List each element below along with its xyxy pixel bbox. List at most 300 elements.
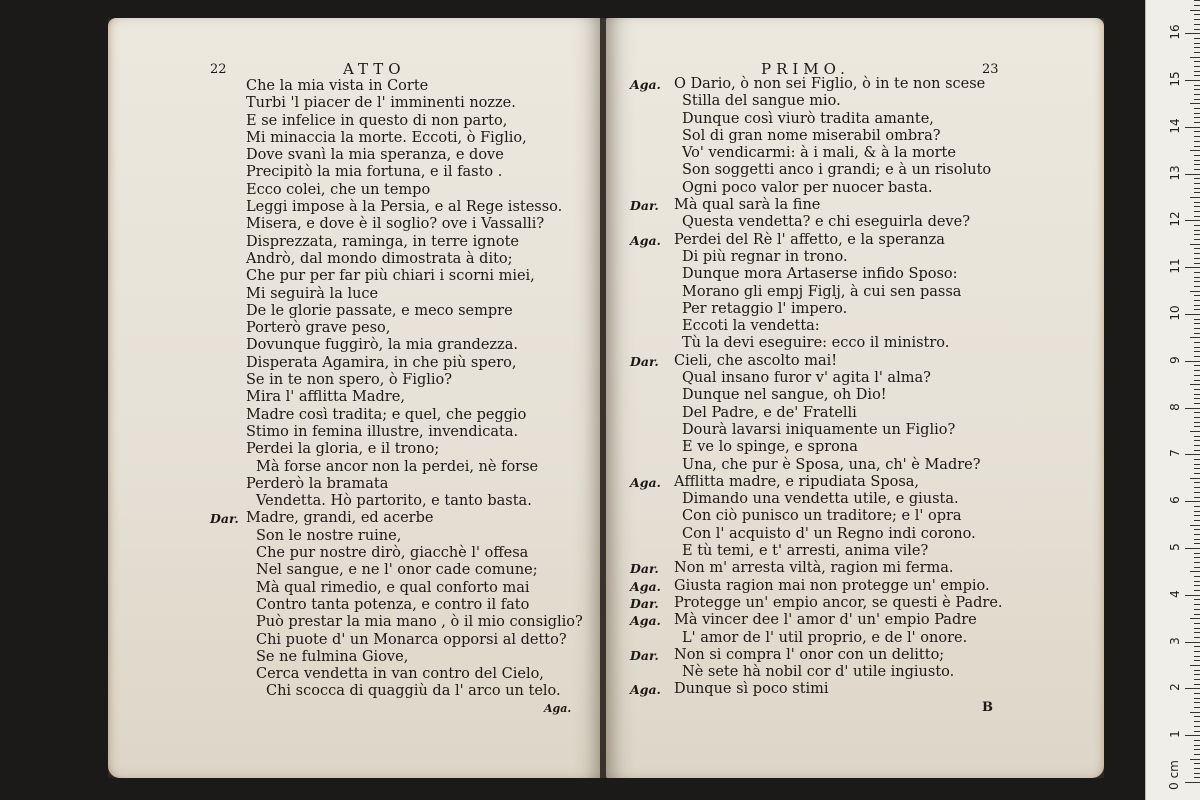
ruler-tick — [1194, 515, 1200, 516]
text-line — [606, 180, 1104, 197]
ruler-tick — [1194, 511, 1200, 512]
verse-text: Se ne fulmina Giove, — [256, 648, 409, 665]
ruler-tick — [1194, 300, 1200, 301]
ruler-number: 2 — [1168, 683, 1182, 692]
ruler-number: 10 — [1168, 305, 1182, 321]
ruler-tick — [1194, 319, 1200, 320]
verse-text: Mira l' afflitta Madre, — [246, 389, 405, 406]
ruler-tick — [1194, 731, 1200, 732]
ruler-tick — [1194, 614, 1200, 615]
ruler-number: 8 — [1168, 402, 1182, 411]
speaker-label: Aga. — [630, 77, 661, 92]
open-book — [108, 18, 1104, 778]
ruler-tick — [1194, 52, 1200, 53]
speaker-label: Aga. — [630, 474, 661, 490]
ruler-tick — [1194, 777, 1200, 778]
ruler-tick — [1194, 557, 1200, 558]
ruler-tick — [1194, 29, 1200, 30]
verse-text: Turbi 'l piacer de l' imminenti nozze. — [246, 95, 516, 112]
ruler-tick — [1194, 146, 1200, 147]
ruler-tick — [1194, 562, 1200, 563]
text-line — [108, 493, 602, 510]
text-line — [606, 284, 1104, 301]
verse-text: Dimando una vendetta utile, e giusta. — [682, 491, 959, 508]
verse-text: Stilla del sangue mio. — [682, 93, 841, 110]
ruler-number: 1 — [1168, 730, 1182, 739]
ruler-tick — [1194, 169, 1200, 170]
text-line — [606, 232, 1104, 249]
verse-text: Mà vincer dee l' amor d' un' empio Padre — [674, 612, 977, 629]
verse-text: Perdei la gloria, e il trono; — [246, 441, 440, 458]
ruler-tick — [1194, 651, 1200, 652]
ruler-tick — [1194, 702, 1200, 703]
verse-text: Cerca vendetta in van contro del Cielo, — [256, 666, 544, 683]
ruler-tick — [1194, 609, 1200, 610]
ruler-tick — [1194, 188, 1200, 189]
ruler-tick — [1194, 263, 1200, 264]
ruler-tick — [1194, 258, 1200, 259]
ruler-tick — [1190, 431, 1200, 432]
ruler-tick — [1194, 66, 1200, 67]
text-line — [606, 76, 1104, 93]
verse-text: Contro tanta potenza, e contro il fato — [256, 596, 530, 613]
text-line — [606, 145, 1104, 162]
ruler-tick — [1185, 782, 1200, 783]
ruler-tick — [1194, 436, 1200, 437]
measuring-ruler — [1145, 0, 1200, 800]
text-line — [108, 372, 602, 389]
verse-text: Chi scocca di quaggiù da l' arco un telo. — [266, 683, 561, 700]
text-line — [108, 389, 602, 406]
ruler-tick — [1194, 117, 1200, 118]
ruler-tick — [1194, 342, 1200, 343]
ruler-tick — [1194, 749, 1200, 750]
ruler-tick — [1194, 141, 1200, 142]
ruler-number: 5 — [1168, 543, 1182, 551]
ruler-tick — [1190, 337, 1200, 338]
text-line — [108, 355, 602, 372]
ruler-number: 12 — [1168, 211, 1182, 228]
ruler-tick — [1194, 202, 1200, 203]
verse-text: Precipitò la mia fortuna, e il fasto . — [246, 164, 503, 181]
verse-text: Nè sete hà nobil cor d' utile ingiusto. — [682, 664, 955, 681]
ruler-tick — [1185, 408, 1200, 409]
verse-text: Protegge un' empio ancor, se questi è Padre. — [674, 594, 1003, 611]
left-running-head: ATTO — [343, 60, 406, 78]
ruler-tick — [1194, 160, 1200, 161]
ruler-tick — [1190, 665, 1200, 666]
verse-text: Madre, grandi, ed acerbe — [246, 510, 434, 527]
ruler-tick — [1194, 403, 1200, 404]
text-line — [108, 113, 602, 130]
verse-text: Nel sangue, e ne l' onor cade comune; — [256, 562, 538, 579]
ruler-tick — [1194, 375, 1200, 376]
ruler-tick — [1190, 525, 1200, 526]
speaker-label: Aga. — [630, 232, 661, 248]
ruler-tick — [1185, 454, 1200, 455]
ruler-tick — [1194, 192, 1200, 193]
ruler-tick — [1194, 351, 1200, 352]
ruler-tick — [1194, 660, 1200, 661]
text-line — [108, 303, 602, 320]
text-line — [108, 545, 602, 562]
ruler-tick — [1194, 323, 1200, 324]
ruler-tick — [1194, 445, 1200, 446]
text-line — [606, 197, 1104, 214]
ruler-tick — [1185, 314, 1200, 315]
verse-text: Non m' arresta viltà, ragion mi ferma. — [674, 560, 954, 577]
ruler-tick — [1194, 277, 1200, 278]
ruler-tick — [1194, 646, 1200, 647]
verse-text: Qual insano furor v' agita l' alma? — [682, 370, 931, 387]
ruler-tick — [1185, 80, 1200, 81]
text-line — [108, 320, 602, 337]
ruler-unit-label: 0 cm — [1167, 760, 1181, 790]
verse-text: Questa vendetta? e chi eseguirla deve? — [682, 214, 970, 231]
ruler-tick — [1194, 632, 1200, 633]
ruler-tick — [1194, 19, 1200, 20]
ruler-number: 11 — [1168, 258, 1182, 274]
ruler-tick — [1194, 5, 1200, 6]
text-line — [606, 681, 1104, 698]
verse-text: Disprezzata, raminga, in terre ignote — [246, 233, 520, 250]
text-line — [108, 216, 602, 233]
ruler-tick — [1194, 464, 1200, 465]
text-line — [606, 595, 1104, 612]
ruler-tick — [1194, 716, 1200, 717]
text-line — [108, 597, 602, 614]
ruler-tick — [1194, 768, 1200, 769]
verse-text: Dunque nel sangue, oh Dio! — [682, 387, 887, 404]
text-line — [606, 318, 1104, 335]
ruler-tick — [1194, 529, 1200, 530]
ruler-tick — [1194, 43, 1200, 44]
ruler-tick — [1194, 85, 1200, 86]
text-line — [606, 612, 1104, 629]
ruler-tick — [1194, 585, 1200, 586]
ruler-tick — [1190, 244, 1200, 245]
ruler-tick — [1194, 773, 1200, 774]
ruler-tick — [1194, 89, 1200, 90]
text-line — [108, 666, 602, 683]
verse-text: Dove svanì la mia speranza, e dove — [246, 147, 504, 164]
text-line — [606, 526, 1104, 543]
verse-text: Stimo in femina illustre, invendicata. — [246, 423, 519, 440]
ruler-tick — [1194, 389, 1200, 390]
ruler-tick — [1194, 113, 1200, 114]
verse-text: Dunque mora Artaserse infido Sposo: — [682, 266, 958, 283]
ruler-tick — [1185, 688, 1200, 689]
verse-text: Può prestar la mia mano , ò il mio consiglio? — [256, 614, 583, 631]
text-line — [108, 251, 602, 268]
ruler-tick — [1194, 75, 1200, 76]
ruler-tick — [1190, 10, 1200, 11]
text-line — [606, 162, 1104, 179]
ruler-tick — [1194, 61, 1200, 62]
ruler-tick — [1194, 155, 1200, 156]
ruler-tick — [1194, 183, 1200, 184]
text-line — [108, 614, 602, 631]
text-line — [606, 422, 1104, 439]
ruler-tick — [1194, 473, 1200, 474]
right-page — [606, 18, 1104, 778]
left-page-number: 22 — [210, 62, 227, 77]
ruler-number: 7 — [1168, 449, 1182, 458]
ruler-tick — [1194, 398, 1200, 399]
ruler-tick — [1194, 422, 1200, 423]
text-line — [108, 234, 602, 251]
speaker-label: Dar. — [630, 647, 659, 663]
ruler-tick — [1194, 309, 1200, 310]
ruler-tick — [1194, 604, 1200, 605]
text-line — [108, 580, 602, 597]
text-line — [606, 128, 1104, 145]
ruler-tick — [1194, 684, 1200, 685]
text-line — [606, 664, 1104, 681]
ruler-tick — [1194, 356, 1200, 357]
text-line — [606, 335, 1104, 352]
verse-text: Che pur nostre dirò, giacchè l' offesa — [256, 545, 529, 562]
ruler-tick — [1194, 225, 1200, 226]
ruler-tick — [1194, 567, 1200, 568]
speaker-label: Dar. — [630, 198, 659, 214]
verse-text: Che la mia vista in Corte — [246, 78, 429, 94]
ruler-tick — [1194, 763, 1200, 764]
verse-text: Con ciò punisco un traditore; e l' opra — [682, 508, 962, 525]
ruler-tick — [1194, 534, 1200, 535]
verse-text: Dovunque fuggirò, la mia grandezza. — [246, 337, 518, 354]
right-running-head: PRIMO. — [761, 60, 850, 78]
speaker-label: Dar. — [210, 511, 239, 527]
verse-text: Misera, e dove è il soglio? ove i Vassalli? — [246, 216, 545, 233]
text-line — [108, 199, 602, 216]
ruler-tick — [1194, 71, 1200, 72]
speaker-label: Aga. — [630, 578, 661, 594]
ruler-tick — [1194, 239, 1200, 240]
ruler-tick — [1194, 47, 1200, 48]
ruler-tick — [1190, 571, 1200, 572]
ruler-tick — [1194, 740, 1200, 741]
verse-text: Son soggetti anco i grandi; e à un risoluto — [682, 162, 992, 179]
verse-text: Tù la devi eseguire: ecco il ministro. — [682, 335, 950, 352]
verse-text: Mà qual sarà la fine — [674, 197, 821, 214]
ruler-tick — [1194, 497, 1200, 498]
verse-text: E se infelice in questo di non parto, — [246, 112, 508, 129]
ruler-tick — [1194, 482, 1200, 483]
ruler-tick — [1194, 99, 1200, 100]
verse-text: Morano gli empj Figlj, à cui sen passa — [682, 283, 962, 300]
verse-text: Per retaggio l' impero. — [682, 300, 848, 317]
text-line — [108, 268, 602, 285]
text-line — [606, 93, 1104, 110]
ruler-tick — [1194, 248, 1200, 249]
ruler-tick — [1194, 281, 1200, 282]
verse-text: Son le nostre ruine, — [256, 527, 402, 544]
text-line — [108, 407, 602, 424]
ruler-tick — [1194, 412, 1200, 413]
text-line — [108, 649, 602, 666]
ruler-tick — [1185, 220, 1200, 221]
right-page-number: 23 — [982, 62, 999, 77]
verse-text: Perderò la bramata — [246, 475, 389, 492]
ruler-tick — [1194, 234, 1200, 235]
verse-text: Mi minaccia la morte. Eccoti, ò Figlio, — [246, 129, 527, 146]
ruler-tick — [1194, 637, 1200, 638]
text-line — [108, 683, 602, 700]
ruler-tick — [1194, 136, 1200, 137]
verse-text: Di più regnar in trono. — [682, 248, 848, 265]
ruler-tick — [1185, 595, 1200, 596]
ruler-tick — [1194, 553, 1200, 554]
verse-text: De le glorie passate, e meco sempre — [246, 302, 513, 319]
ruler-tick — [1194, 670, 1200, 671]
ruler-tick — [1194, 370, 1200, 371]
text-line — [606, 560, 1104, 577]
text-line — [606, 266, 1104, 283]
ruler-tick — [1194, 230, 1200, 231]
ruler-tick — [1194, 656, 1200, 657]
ruler-number: 15 — [1168, 71, 1182, 87]
ruler-tick — [1190, 150, 1200, 151]
text-line — [606, 353, 1104, 370]
verse-text: E tù temi, e t' arresti, anima vile? — [682, 543, 929, 560]
text-line — [108, 510, 602, 527]
verse-text: Porterò grave peso, — [246, 320, 391, 337]
ruler-tick — [1194, 674, 1200, 675]
ruler-tick — [1194, 426, 1200, 427]
ruler-tick — [1194, 459, 1200, 460]
ruler-number: 14 — [1168, 118, 1182, 134]
ruler-tick — [1194, 543, 1200, 544]
ruler-tick — [1194, 216, 1200, 217]
ruler-tick — [1194, 440, 1200, 441]
verse-text: Leggi impose à la Persia, e al Rege istesso. — [246, 199, 563, 216]
verse-text: Perdei del Rè l' affetto, e la speranza — [674, 231, 945, 248]
verse-text: Una, che pur è Sposa, una, ch' è Madre? — [682, 456, 981, 473]
verse-text: Del Padre, e de' Fratelli — [682, 404, 857, 421]
verse-text: Sol di gran nome miserabil ombra? — [682, 127, 941, 144]
ruler-tick — [1185, 174, 1200, 175]
text-line — [606, 630, 1104, 647]
text-line — [606, 370, 1104, 387]
ruler-tick — [1194, 206, 1200, 207]
verse-text: Disperata Agamira, in che più spero, — [246, 354, 517, 371]
ruler-tick — [1190, 103, 1200, 104]
ruler-tick — [1190, 759, 1200, 760]
verse-text: Mi seguirà la luce — [246, 285, 379, 302]
verse-text: Andrò, dal mondo dimostrata à dito; — [246, 250, 513, 267]
ruler-tick — [1185, 642, 1200, 643]
text-line — [606, 249, 1104, 266]
text-line — [108, 130, 602, 147]
ruler-number: 9 — [1168, 355, 1182, 364]
ruler-tick — [1194, 253, 1200, 254]
verse-text: Dourà lavarsi iniquamente un Figlio? — [682, 421, 956, 438]
ruler-tick — [1185, 548, 1200, 549]
ruler-tick — [1194, 745, 1200, 746]
ruler-tick — [1194, 707, 1200, 708]
ruler-tick — [1194, 693, 1200, 694]
ruler-tick — [1194, 721, 1200, 722]
ruler-tick — [1194, 14, 1200, 15]
ruler-tick — [1194, 0, 1200, 1]
ruler-tick — [1194, 394, 1200, 395]
verse-text: Chi puote d' un Monarca opporsi al detto? — [256, 631, 567, 648]
verse-text: O Dario, ò non sei Figlio, ò in te non scese — [674, 76, 986, 92]
text-line — [108, 459, 602, 476]
speaker-label: Aga. — [630, 682, 661, 698]
ruler-tick — [1194, 38, 1200, 39]
verse-text: Mà forse ancor non la perdei, nè forse — [256, 458, 539, 475]
ruler-number: 16 — [1168, 24, 1182, 40]
text-line — [108, 441, 602, 458]
ruler-tick — [1194, 295, 1200, 296]
verse-text: L' amor de l' util proprio, e de l' onore. — [682, 629, 968, 646]
ruler-tick — [1194, 178, 1200, 179]
ruler-tick — [1190, 57, 1200, 58]
ruler-tick — [1194, 590, 1200, 591]
text-line — [606, 491, 1104, 508]
text-line — [108, 147, 602, 164]
left-text-block — [108, 78, 602, 701]
ruler-tick — [1185, 267, 1200, 268]
ruler-tick — [1194, 539, 1200, 540]
text-line — [606, 439, 1104, 456]
verse-text: Giusta ragion mai non protegge un' empio. — [674, 577, 990, 594]
ruler-tick — [1194, 365, 1200, 366]
text-line — [606, 405, 1104, 422]
ruler-tick — [1190, 291, 1200, 292]
verse-text: Afflitta madre, e ripudiata Sposa, — [674, 473, 920, 490]
ruler-tick — [1194, 506, 1200, 507]
ruler-tick — [1194, 347, 1200, 348]
text-line — [108, 476, 602, 493]
text-line — [606, 301, 1104, 318]
ruler-tick — [1194, 628, 1200, 629]
text-line — [606, 214, 1104, 231]
ruler-tick — [1194, 487, 1200, 488]
ruler-tick — [1194, 599, 1200, 600]
right-text-block — [606, 76, 1104, 699]
ruler-tick — [1194, 450, 1200, 451]
ruler-tick — [1194, 380, 1200, 381]
speaker-label: Dar. — [630, 595, 659, 611]
ruler-number: 13 — [1168, 164, 1182, 181]
ruler-tick — [1194, 286, 1200, 287]
ruler-tick — [1194, 94, 1200, 95]
ruler-tick — [1185, 735, 1200, 736]
text-line — [606, 508, 1104, 525]
text-line — [606, 578, 1104, 595]
text-line — [108, 182, 602, 199]
ruler-tick — [1194, 164, 1200, 165]
ruler-tick — [1194, 468, 1200, 469]
speaker-label: Dar. — [630, 353, 659, 369]
verse-text: Che pur per far più chiari i scorni miei, — [246, 268, 535, 285]
text-line — [108, 95, 602, 112]
ruler-tick — [1194, 492, 1200, 493]
ruler-tick — [1185, 33, 1200, 34]
text-line — [606, 111, 1104, 128]
ruler-number: 3 — [1168, 636, 1182, 645]
text-line — [606, 543, 1104, 560]
ruler-tick — [1194, 122, 1200, 123]
ruler-tick — [1194, 333, 1200, 334]
ruler-number: 6 — [1168, 496, 1182, 505]
verse-text: E ve lo spinge, e sprona — [682, 439, 858, 456]
ruler-tick — [1194, 305, 1200, 306]
ruler-tick — [1194, 24, 1200, 25]
